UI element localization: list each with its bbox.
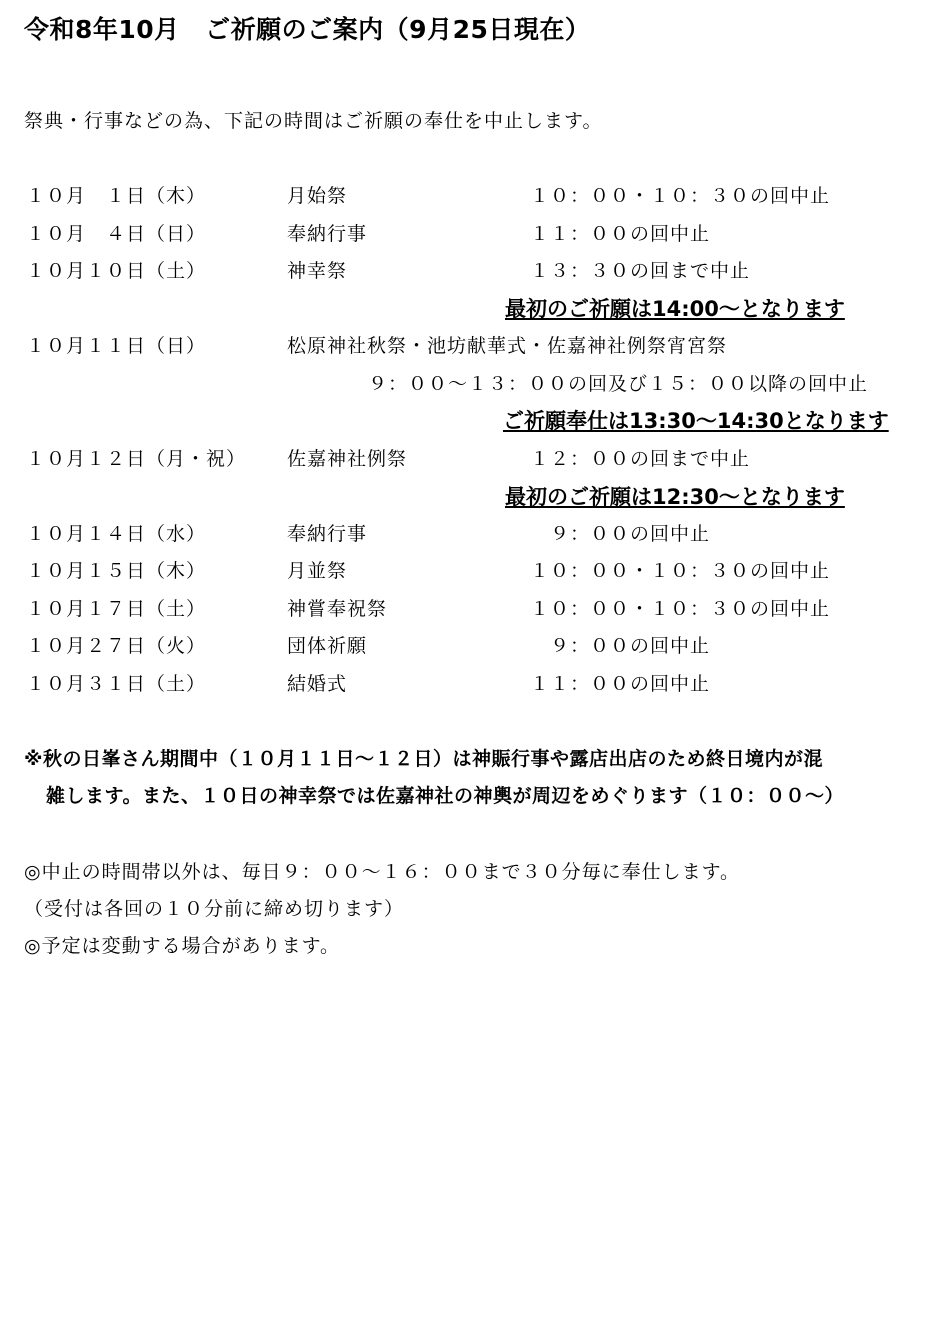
oct11-service-note: ご祈願奉仕は13:30～14:30となります [503,409,889,433]
notice-line: 雑します。また、１０日の神幸祭では佐嘉神社の神輿が周辺をめぐります（１０：００～） [46,785,844,807]
schedule-event: 奉納行事 [287,223,368,245]
footer-note: ◎中止の時間帯以外は、毎日９：００～１６：００まで３０分毎に奉仕します。 [24,861,741,883]
schedule-event: 月始祭 [287,185,348,207]
schedule-time: ９：００の回中止 [530,523,711,545]
schedule-date: １０月２７日（火） [26,635,207,657]
schedule-time: １１：００の回中止 [530,673,711,695]
oct11-time-note: ９：００～１３：００の回及び１５：００以降の回中止 [368,373,869,395]
festival-notice [24,741,914,815]
schedule-event: 結婚式 [287,673,348,695]
page-title: 令和8年10月 ご祈願のご案内（9月25日現在） [24,15,591,44]
schedule-date: １０月１１日（日） [26,335,207,357]
notice-line: ※秋の日峯さん期間中（１０月１１日～１２日）は神賑行事や露店出店のため終日境内が混 [24,748,823,770]
schedule-time: １０：００・１０：３０の回中止 [530,185,831,207]
schedule-time: ９：００の回中止 [530,635,711,657]
oct10-first-note: 最初のご祈願は14:00～となります [505,297,845,321]
schedule-date: １０月１５日（木） [26,560,207,582]
schedule-event: 月並祭 [287,560,348,582]
schedule-event: 神幸祭 [287,260,348,282]
schedule-time: １２：００の回まで中止 [530,448,751,470]
schedule-date: １０月１０日（土） [26,260,207,282]
schedule-date: １０月 １日（木） [26,185,207,207]
schedule-date: １０月１２日（月・祝） [26,448,247,470]
schedule-event: 松原神社秋祭・池坊献華式・佐嘉神社例祭宵宮祭 [287,335,728,357]
schedule-time: １０：００・１０：３０の回中止 [530,598,831,620]
footer-note: （受付は各回の１０分前に締め切ります） [24,898,405,920]
schedule-time: １３：３０の回まで中止 [530,260,751,282]
schedule-date: １０月３１日（土） [26,673,207,695]
footer-note: ◎予定は変動する場合があります。 [24,935,341,957]
schedule-event: 団体祈願 [287,635,368,657]
schedule-time: １１：００の回中止 [530,223,711,245]
schedule-event: 奉納行事 [287,523,368,545]
schedule-date: １０月１４日（水） [26,523,207,545]
oct12-first-note: 最初のご祈願は12:30～となります [505,485,845,509]
schedule-event: 佐嘉神社例祭 [287,448,408,470]
schedule-date: １０月１７日（土） [26,598,207,620]
intro-text: 祭典・行事などの為、下記の時間はご祈願の奉仕を中止します。 [24,110,603,132]
schedule-event: 神嘗奉祝祭 [287,598,388,620]
schedule-date: １０月 ４日（日） [26,223,207,245]
schedule-time: １０：００・１０：３０の回中止 [530,560,831,582]
